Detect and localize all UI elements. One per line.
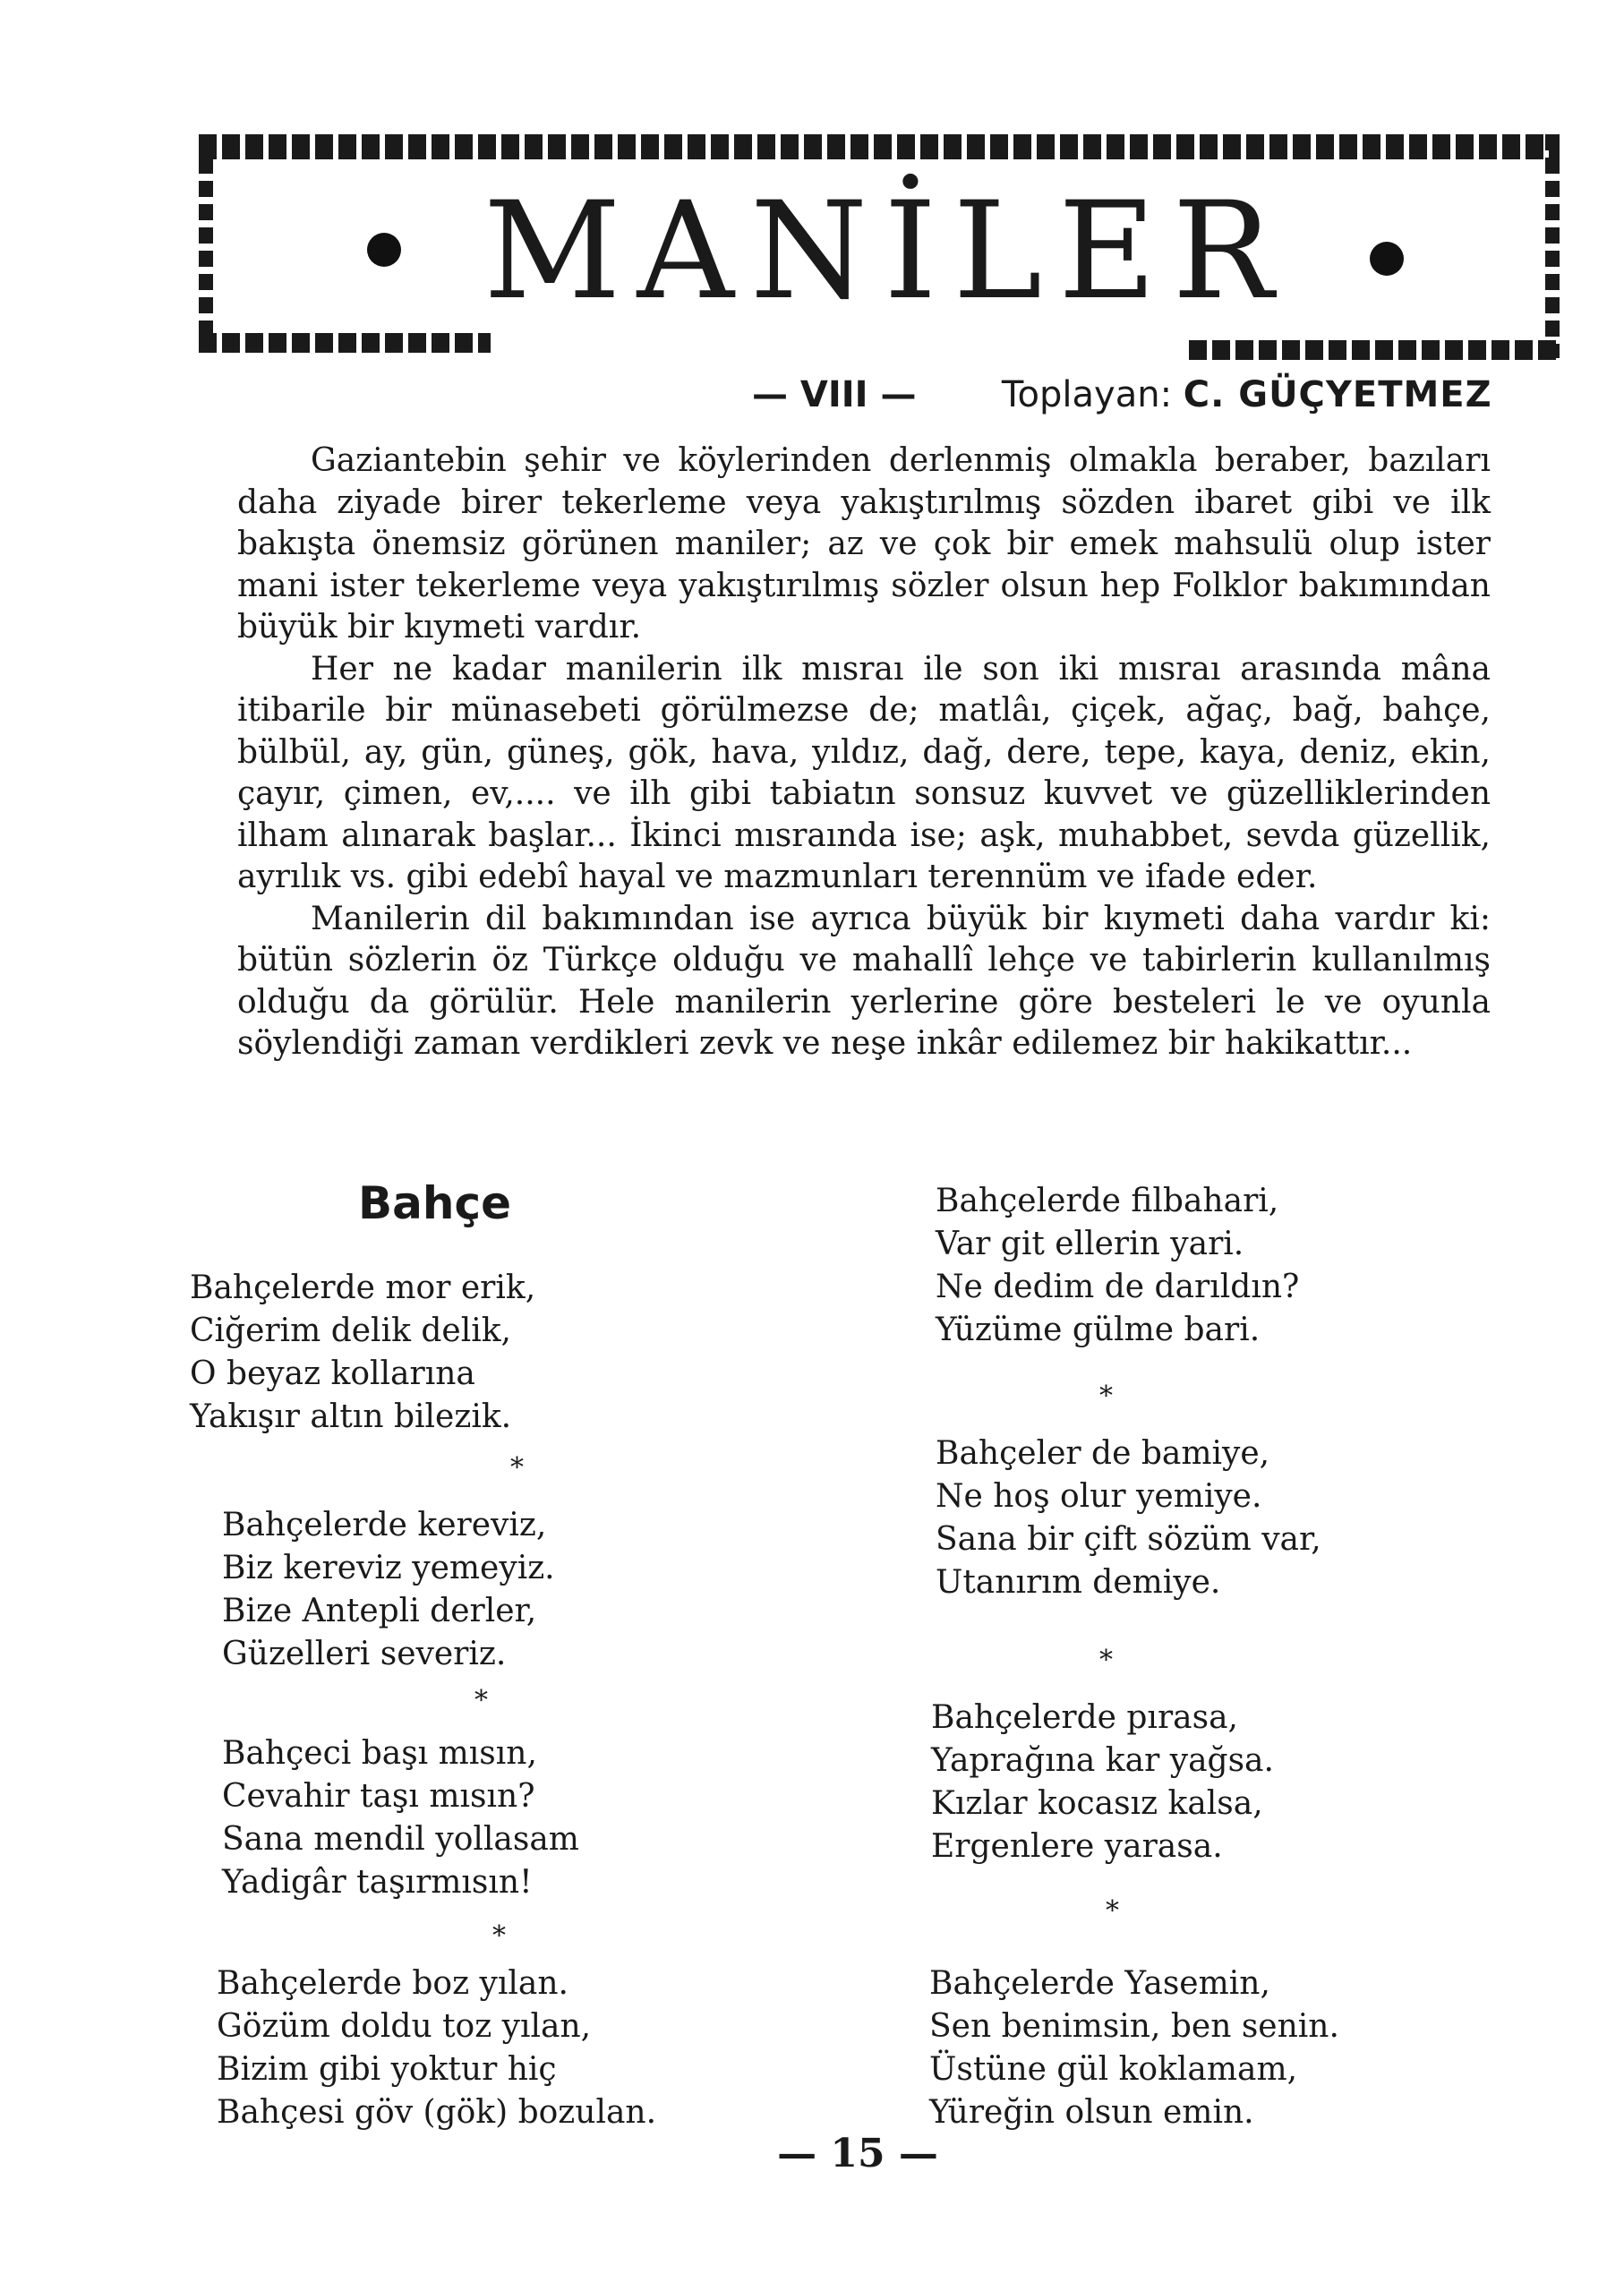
stanza-separator: *: [1099, 1381, 1113, 1412]
stanza: [222, 1504, 555, 1676]
verse-line: Yüreğin olsun emin.: [929, 2094, 1254, 2131]
title-frame-top: [199, 134, 1560, 159]
verse-line: Yaprağına kar yağsa.: [931, 1742, 1274, 1779]
intro-paragraph: Her ne kadar manilerin ilk mısraı ile son iki mısraı arasında mâna itibarile bir münasebeti görülmezse de; matlâı, çiçek, ağaç, bağ, bahçe, bülbül, ay, gün, güneş, gök, hava, yıldız, dağ, dere, tepe, kaya, deniz, ekin, çayır, çimen, ev,.... ve ilh gibi tabiatın sonsuz kuvvet ve güzelliklerinden ilham alınarak başlar... İkinci mısraında ise; aşk, muhabbet, sevda güzellik, ayrılık vs. gibi edebî hayal ve mazmunları terennüm ve ifade eder.: [237, 650, 1491, 895]
stanza: [190, 1267, 535, 1439]
verse-line: Bahçelerde Yasemin,: [929, 1965, 1270, 2002]
collector-line: [752, 374, 1558, 415]
verse-line: Ergenlere yarasa.: [931, 1828, 1223, 1865]
verse-line: Yüzüme gülme bari.: [936, 1312, 1261, 1348]
verse-line: Bahçeler de bamiye,: [936, 1435, 1270, 1472]
verse-line: Yakışır altın bilezik.: [190, 1398, 512, 1435]
verse-line: Gözüm doldu toz yılan,: [217, 2008, 592, 2045]
stanza: [217, 1962, 656, 2134]
verse-line: Bahçelerde boz yılan.: [217, 1965, 568, 2002]
verse-line: Güzelleri severiz.: [222, 1636, 507, 1672]
verse-line: Kızlar kocasız kalsa,: [931, 1785, 1263, 1822]
verse-line: Yadigâr taşırmısın!: [222, 1864, 533, 1901]
page-title: MANİLER: [483, 174, 1290, 329]
verse-line: Ne hoş olur yemiye.: [936, 1478, 1262, 1515]
verse-line: Var git ellerin yari.: [936, 1226, 1244, 1262]
bullet-dot-right: [1370, 242, 1404, 276]
verse-line: Sana mendil yollasam: [222, 1821, 579, 1858]
stanza: [929, 1962, 1339, 2134]
verse-line: Bizim gibi yoktur hiç: [217, 2051, 557, 2088]
stanza-separator: *: [510, 1452, 524, 1483]
verse-line: Bahçelerde kereviz,: [222, 1507, 547, 1543]
verse-line: Bize Antepli derler,: [222, 1593, 537, 1629]
stanza-separator: *: [1106, 1895, 1119, 1927]
stanza: [936, 1432, 1321, 1604]
title-frame-bottom-left: [199, 333, 491, 353]
verse-line: O beyaz kollarına: [190, 1355, 475, 1392]
stanza-separator: *: [474, 1685, 488, 1716]
stanza: [931, 1697, 1274, 1868]
verse-line: Biz kereviz yemeyiz.: [222, 1550, 555, 1586]
bullet-dot-left: [367, 233, 401, 267]
title-frame-left: [199, 134, 213, 340]
verse-line: Bahçesi göv (gök) bozulan.: [217, 2094, 657, 2131]
intro-paragraph: Gaziantebin şehir ve köylerinden derlenmiş olmakla beraber, bazıları daha ziyade birer tekerleme veya yakıştırılmış sözden ibaret gibi ve ilk bakışta önemsiz görünen maniler; az ve çok bir emek mahsulü olup ister mani ister tekerleme veya yakıştırılmış sözler olsun hep Folklor bakımından büyük bir kıymeti vardır.: [237, 442, 1491, 645]
intro-text: [237, 440, 1491, 1065]
verse-line: Ciğerim delik delik,: [190, 1312, 511, 1349]
verse-line: Utanırım demiye.: [936, 1564, 1221, 1601]
verse-line: Sana bir çift sözüm var,: [936, 1521, 1321, 1558]
verse-line: Üstüne gül koklamam,: [929, 2051, 1298, 2088]
title-frame-right: [1545, 134, 1560, 358]
part-number: — VIII —: [752, 374, 917, 415]
collector-name: C. GÜÇYETMEZ: [1183, 374, 1492, 415]
poem-title: Bahçe: [358, 1177, 511, 1229]
verse-line: Sen benimsin, ben senin.: [929, 2008, 1339, 2045]
stanza: [222, 1732, 579, 1904]
verse-line: Cevahir taşı mısın?: [222, 1778, 535, 1815]
title-frame-bottom-right: [1189, 340, 1560, 360]
verse-line: Bahçelerde filbahari,: [936, 1183, 1279, 1219]
verse-line: Bahçelerde pırasa,: [931, 1699, 1239, 1736]
stanza: [936, 1180, 1299, 1352]
stanza-separator: *: [492, 1920, 506, 1952]
page-number: — 15 —: [777, 2131, 938, 2176]
intro-paragraph: Manilerin dil bakımından ise ayrıca büyük bir kıymeti daha vardır ki: bütün sözlerin öz Türkçe olduğu ve mahallî lehçe ve tabirlerin kullanılmış olduğu da görülür. Hele manilerin yerlerine göre besteleri le ve oyunla söylendiği zaman verdikleri zevk ve neşe inkâr edilemez bir hakikattır...: [237, 900, 1491, 1062]
stanza-separator: *: [1099, 1645, 1113, 1676]
verse-line: Bahçeci başı mısın,: [222, 1735, 537, 1772]
verse-line: Bahçelerde mor erik,: [190, 1270, 536, 1306]
verse-line: Ne dedim de darıldın?: [936, 1269, 1300, 1305]
collector-label: Toplayan:: [1001, 374, 1173, 415]
